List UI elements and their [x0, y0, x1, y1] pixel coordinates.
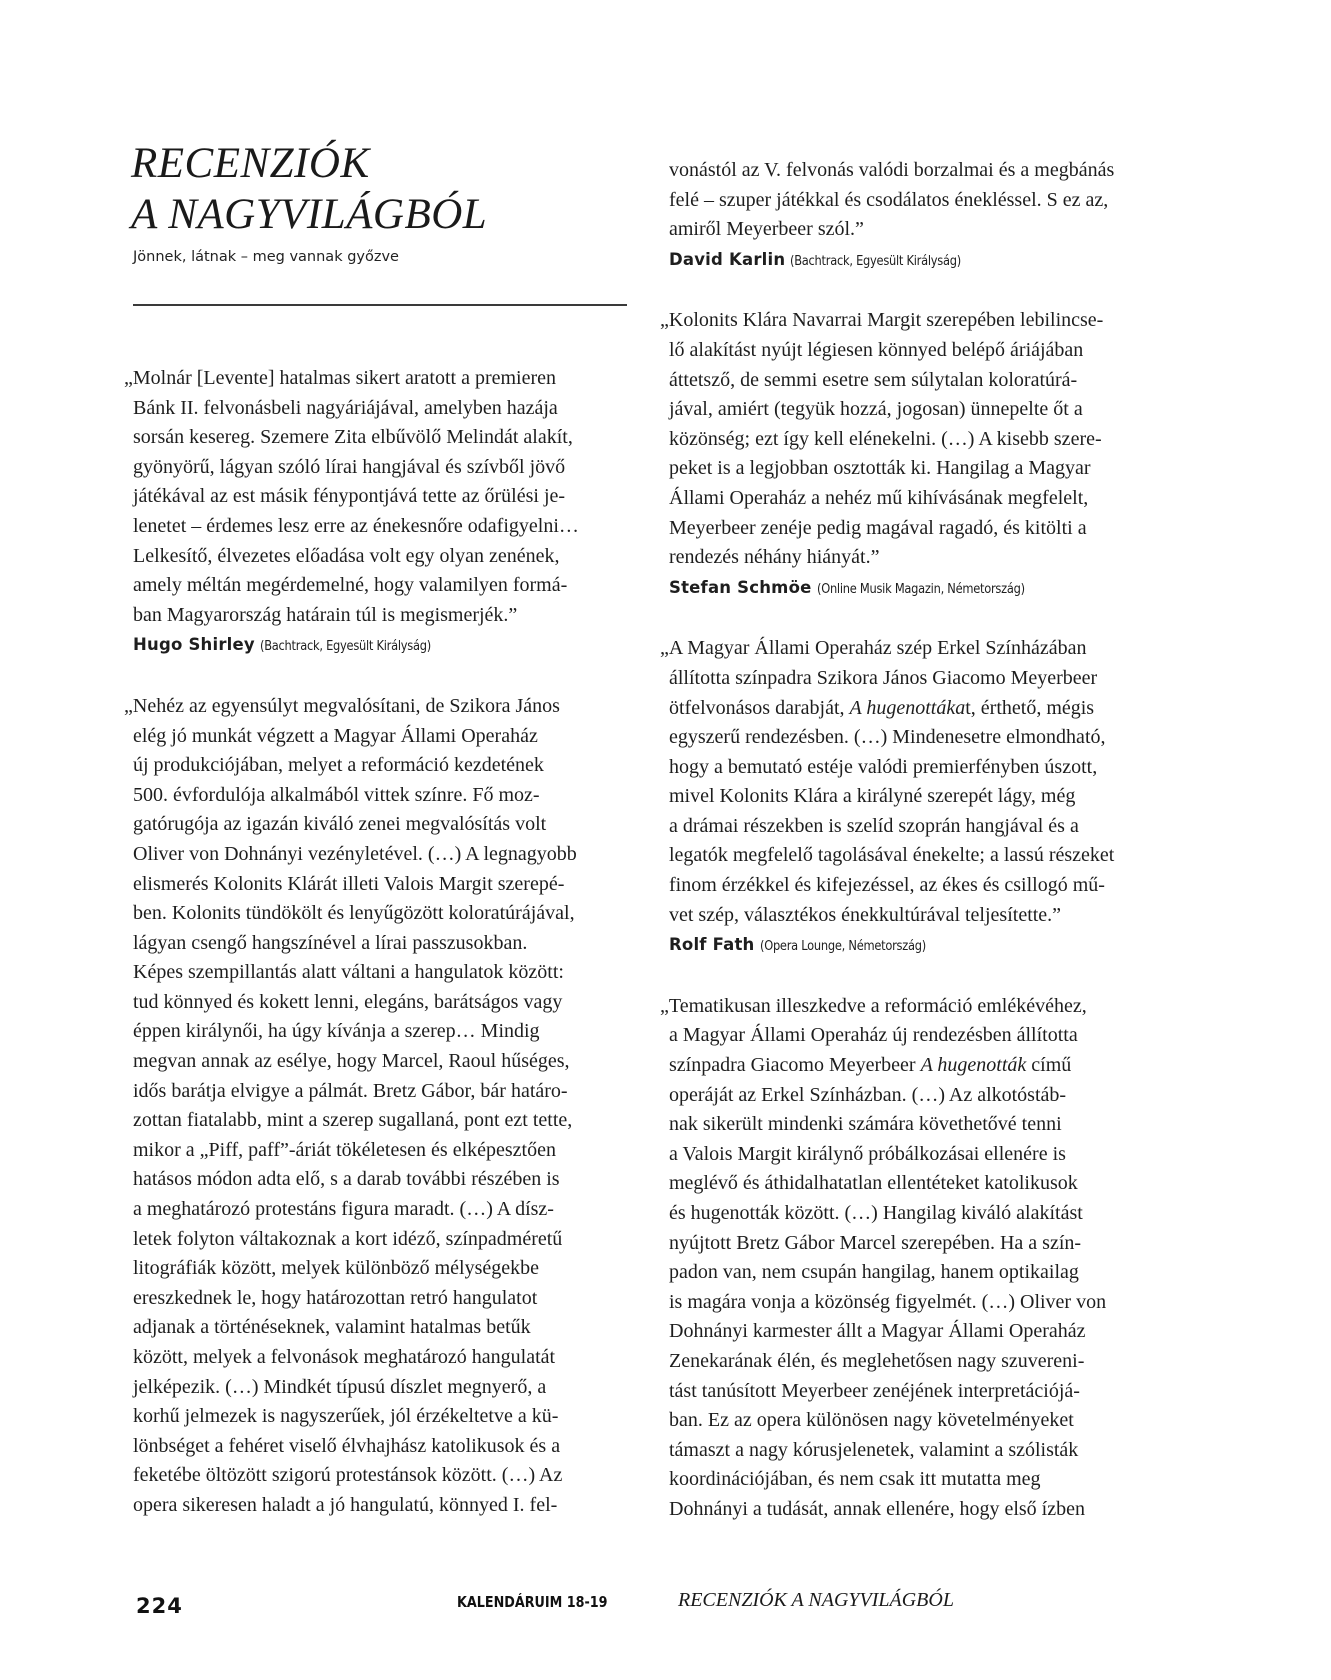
review-line: támaszt a nagy kórusjelenetek, valamint a szólisták	[669, 1438, 1079, 1461]
review-line: egyszerű rendezésben. (…) Mindenesetre elmondható,	[669, 726, 1106, 749]
page-title	[131, 138, 487, 240]
review-author: Hugo Shirley	[133, 635, 255, 655]
review-line: rendezés néhány hiányát.”	[669, 546, 880, 569]
review-attribution	[669, 930, 1174, 962]
review-line: közönség; ezt így kell elénekelni. (…) A kisebb szere-	[669, 427, 1102, 450]
subtitle: Jönnek, látnak – meg vannak győzve	[133, 249, 399, 265]
review-source: (Online Musik Magazin, Németország)	[816, 581, 1025, 597]
review-line: zottan fiatalabb, mint a szerep sugallaná, pont ezt tette,	[133, 1109, 573, 1132]
review-line: Dohnányi a tudását, annak ellenére, hogy első ízben	[669, 1497, 1085, 1520]
review-line: koordinációjában, és nem csak itt mutatta meg	[669, 1468, 1041, 1491]
title-divider	[133, 304, 627, 306]
review-source: (Opera Lounge, Németország)	[759, 939, 926, 955]
review-fath	[660, 634, 1174, 962]
review-line: amely méltán megérdemelné, hogy valamilyen formá-	[133, 574, 568, 597]
review-line: a meghatározó protestáns figura maradt. (…) A dísz-	[133, 1198, 554, 1221]
review-line: tást tanúsított Meyerbeer zenéjének interpretációjá-	[669, 1379, 1080, 1402]
review-line: letek folyton váltakoznak a kort idéző, színpadméretű	[133, 1227, 563, 1250]
title-line-1: RECENZIÓK	[131, 140, 370, 187]
review-line: hatásos módon adta elő, s a darab további részében is	[133, 1168, 560, 1191]
review-line	[669, 694, 1174, 724]
review-line: vet szép, választékos énekkultúrával teljesítette.”	[669, 903, 1062, 926]
column-left	[124, 364, 638, 1521]
review-line: lő alakítást nyújt légiesen könnyed belépő áriájában	[669, 338, 1084, 361]
review-line: finom érzékkel és kifejezéssel, az ékes és csillogó mű-	[669, 874, 1105, 897]
work-title: A hugenottáka	[849, 696, 966, 719]
review-line: jelképezik. (…) Mindkét típusú díszlet megnyerő, a	[133, 1375, 547, 1398]
section-title: RECENZIÓK A NAGYVILÁGBÓL	[678, 1589, 954, 1611]
review-line: mikor a „Piff, paff”-áriát tökéletesen és elképesztően	[133, 1138, 556, 1161]
review-line: adjanak a történéseknek, valamint hatalmas betűk	[133, 1316, 531, 1339]
review-line: litográfiák között, melyek különböző mélységekbe	[133, 1257, 539, 1280]
review-line: Képes szempillantás alatt váltani a hangulatok között:	[133, 961, 564, 984]
review-line: meglévő és áthidalhatatlan ellentéteket katolikusok	[669, 1172, 1078, 1195]
review-line: peket is a legjobban osztották ki. Hangilag a Magyar	[669, 457, 1091, 480]
review-line-text: t, érthető, mégis	[965, 696, 1095, 719]
review-line: tud könnyed és kokett lenni, elegáns, barátságos vagy	[133, 990, 563, 1013]
review-line-text: ötfelvonásos darabját,	[669, 696, 850, 719]
review-karlin-part1	[124, 692, 638, 1521]
review-line-text: című	[1026, 1054, 1072, 1077]
review-line: Lelkesítő, élvezetes előadása volt egy olyan zenének,	[133, 544, 560, 567]
review-line: amiről Meyerbeer szól.”	[669, 218, 864, 241]
review-line: gatórugója az igazán kiváló zenei megvalósítás volt	[133, 813, 547, 836]
review-line: a Magyar Állami Operaház új rendezésben állította	[669, 1024, 1078, 1047]
column-right	[660, 156, 1174, 1525]
review-line: megvan annak az esélye, hogy Marcel, Raoul hűséges,	[133, 1050, 570, 1073]
review-line: között, melyek a felvonások meghatározó hangulatát	[133, 1346, 556, 1368]
review-anonymous	[660, 992, 1174, 1525]
work-title: A hugenották	[920, 1054, 1027, 1077]
review-line: nyújtott Bretz Gábor Marcel szerepében. Ha a szín-	[669, 1231, 1082, 1254]
review-line: hogy a bemutató estéje valódi premierfényben úszott,	[669, 755, 1098, 778]
review-attribution	[133, 630, 638, 662]
review-shirley	[124, 364, 638, 662]
review-line: játékával az est másik fénypontjává tette az őrülési je-	[133, 485, 566, 508]
review-line: lenetet – érdemes lesz erre az énekesnőre odafigyelni…	[133, 514, 579, 537]
review-line: Meyerbeer zenéje pedig magával ragadó, és kitölti a	[669, 516, 1087, 539]
review-line: nak sikerült mindenki számára követhetővé tenni	[669, 1113, 1062, 1136]
review-line: elismerés Kolonits Klárát illeti Valois Margit szerepé-	[133, 872, 565, 895]
review-line: Dohnányi karmester állt a Magyar Állami Operaház	[669, 1320, 1086, 1343]
review-author: Stefan Schmöe	[669, 577, 812, 597]
review-line: új produkciójában, melyet a reformáció kezdetének	[133, 754, 544, 777]
review-line: ben. Kolonits tündökölt és lenyűgözött koloratúrájával,	[133, 902, 575, 925]
review-line: és hugenották között. (…) Hangilag kiváló alakítást	[669, 1202, 1083, 1224]
review-line: idős barátja elvigye a pálmát. Bretz Gábor, bár határo-	[133, 1079, 568, 1102]
review-author: David Karlin	[669, 249, 786, 269]
review-line: „Kolonits Klára Navarrai Margit szerepében lebilincse-	[660, 309, 1104, 332]
review-line: jával, amiért (tegyük hozzá, jogosan) ünnepelte őt a	[669, 398, 1083, 421]
review-source: (Bachtrack, Egyesült Királyság)	[259, 639, 431, 655]
spacer	[133, 662, 638, 692]
review-line: a Valois Margit királynő próbálkozásai ellenére is	[669, 1142, 1066, 1165]
review-line: elég jó munkát végzett a Magyar Állami Operaház	[133, 724, 538, 747]
review-line: lágyan csengő hangszínével a lírai passzusokban.	[133, 931, 528, 954]
review-source: (Bachtrack, Egyesült Királyság)	[790, 253, 962, 269]
review-line: 500. évfordulója alkalmából vittek színre. Fő moz-	[133, 783, 540, 806]
review-line: mivel Kolonits Klára a királyné szerepét lágy, még	[669, 785, 1076, 808]
review-line: legatók megfelelő tagolásával énekelte; a lassú részeket	[669, 844, 1115, 867]
review-line: „Tematikusan illeszkedve a reformáció emlékévéhez,	[660, 994, 1087, 1017]
review-line: éppen királynői, ha úgy kívánja a szerep… Mindig	[133, 1020, 540, 1043]
review-line-text: színpadra Giacomo Meyerbeer	[669, 1054, 921, 1077]
review-line: vonástól az V. felvonás valódi borzalmai és a megbánás	[669, 159, 1115, 181]
spacer	[669, 276, 1174, 306]
review-line: „A Magyar Állami Operaház szép Erkel Színházában	[660, 637, 1087, 660]
review-line: padon van, nem csupán hangilag, hanem optikailag	[669, 1261, 1079, 1284]
review-line: a drámai részekben is szelíd szoprán hangjával és a	[669, 814, 1079, 837]
review-line	[669, 1051, 1174, 1081]
review-schmoe	[660, 306, 1174, 604]
review-line: ban Magyarország határain túl is megismerjék.”	[133, 603, 518, 626]
review-attribution	[669, 245, 1174, 277]
review-line: lönbséget a fehéret viselő élvhajhász katolikusok és a	[133, 1434, 561, 1457]
review-line: is magára vonja a közönség figyelmét. (…) Oliver von	[669, 1290, 1107, 1313]
review-line: ban. Ez az opera különösen nagy követelményeket	[669, 1409, 1074, 1432]
review-line: gyönyörű, lágyan szóló lírai hangjával és szívből jövő	[133, 455, 566, 478]
spacer	[669, 604, 1174, 634]
title-line-2: A NAGYVILÁGBÓL	[131, 191, 488, 238]
review-line: ereszkednek le, hogy határozottan retró hangulatot	[133, 1286, 538, 1309]
review-line: „Nehéz az egyensúlyt megvalósítani, de Szikora János	[124, 694, 560, 717]
review-line: feketébe öltözött szigorú protestánsok között. (…) Az	[133, 1464, 563, 1487]
review-line: Oliver von Dohnányi vezényletével. (…) A legnagyobb	[133, 842, 577, 865]
review-line: Bánk II. felvonásbeli nagyáriájával, amelyben hazája	[133, 396, 558, 419]
review-line: felé – szuper játékkal és csodálatos énekléssel. S ez az,	[669, 188, 1109, 211]
review-line: operáját az Erkel Színházban. (…) Az alkotóstáb-	[669, 1083, 1067, 1106]
review-line: Zenekarának élén, és meglehetősen nagy szuvereni-	[669, 1349, 1085, 1372]
review-line: opera sikeresen haladt a jó hangulatú, könnyed I. fel-	[133, 1493, 558, 1516]
publication-name: KALENDÁRUIM 18-19	[457, 1593, 608, 1611]
spacer	[669, 962, 1174, 992]
review-line: állította színpadra Szikora János Giacomo Meyerbeer	[669, 666, 1098, 689]
review-line: sorsán kesereg. Szemere Zita elbűvölő Melindát alakít,	[133, 426, 573, 449]
review-line: „Molnár [Levente] hatalmas sikert aratott a premieren	[124, 367, 557, 389]
review-line: Állami Operaház a nehéz mű kihívásának megfelelt,	[669, 486, 1089, 509]
review-line: áttetsző, de semmi esetre sem súlytalan koloratúrá-	[669, 368, 1078, 391]
review-line: korhű jelmezek is nagyszerűek, jól érzékeltetve a kü-	[133, 1405, 559, 1428]
review-author: Rolf Fath	[669, 935, 755, 955]
page-number: 224	[136, 1594, 183, 1618]
review-karlin-part2	[669, 156, 1174, 276]
review-attribution	[669, 573, 1174, 605]
